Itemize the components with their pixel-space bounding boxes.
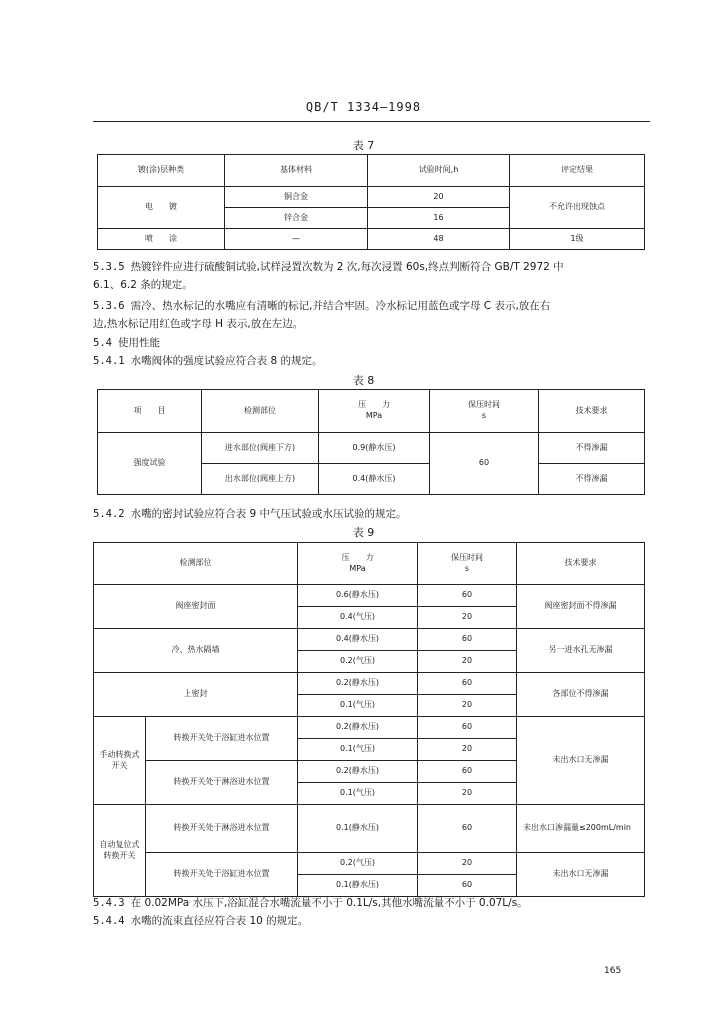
clause-number: 5.4 <box>93 337 112 349</box>
clause-number: 5.4.4 <box>93 915 125 927</box>
table9-auto-pressure-3: 0.1(静水压) <box>298 875 418 897</box>
table7-zinc-alloy: 锌合金 <box>225 208 368 229</box>
table9-upper-pressure-2: 0.1(气压) <box>298 695 418 717</box>
table7-plating-result: 不允许出现蚀点 <box>510 187 645 229</box>
paragraph-5-4-4 <box>93 912 653 930</box>
table9-seat-seal: 阀座密封面 <box>94 585 298 629</box>
clause-number: 5.3.6 <box>93 300 125 312</box>
table9-auto-time-3: 60 <box>418 875 517 897</box>
standard-number-header: QB/T 1334—1998 <box>305 100 422 114</box>
table8-outlet-requirement: 不得渗漏 <box>539 464 645 495</box>
table9-seat-time-2: 20 <box>418 607 517 629</box>
table9-manual-position-2: 转换开关处于淋浴进水位置 <box>146 761 298 805</box>
table9-upper-requirement: 各部位不得渗漏 <box>517 673 645 717</box>
header-rule <box>93 121 650 122</box>
table9-manual-pressure-2: 0.1(气压) <box>298 739 418 761</box>
table8-inlet-requirement: 不得渗漏 <box>539 433 645 464</box>
paragraph-5-4-3 <box>93 894 653 912</box>
table9-partition-time-2: 20 <box>418 651 517 673</box>
clause-number: 5.4.3 <box>93 897 125 909</box>
table9-seat-pressure-2: 0.4(气压) <box>298 607 418 629</box>
paragraph-text: 热镀锌件应进行硫酸铜试验,试样浸置次数为 2 次,每次浸置 60s,终点判断符合 GB/T 2972 中 <box>130 261 564 273</box>
paragraph-5-3-6 <box>93 297 653 315</box>
table7-header-coating: 镀(涂)层种类 <box>98 155 225 187</box>
table9-partition-requirement: 另一进水孔无渗漏 <box>517 629 645 673</box>
table9-upper-seal: 上密封 <box>94 673 298 717</box>
table9 <box>93 542 645 897</box>
paragraph-text: 水嘴的流束直径应符合表 10 的规定。 <box>130 915 309 927</box>
table9-manual-position-1: 转换开关处于浴缸进水位置 <box>146 717 298 761</box>
table8-time: 60 <box>430 433 539 495</box>
table9-seat-requirement: 阀座密封面不得渗漏 <box>517 585 645 629</box>
paragraph-5-4-1 <box>93 352 653 370</box>
table7-spray-label: 喷 涂 <box>98 229 225 250</box>
table8-header-time <box>430 390 539 433</box>
table9-auto-requirement-2: 未出水口无渗漏 <box>517 853 645 897</box>
time-label: 保压时间 <box>451 552 483 562</box>
paragraph-text: 需冷、热水标记的水嘴应有清晰的标记,并结合牢固。冷水标记用蓝色或字母 C 表示,放在右 <box>130 300 551 312</box>
table9-header-pressure <box>298 543 418 585</box>
table9-manual-time-2: 20 <box>418 739 517 761</box>
table9-partition-time-1: 60 <box>418 629 517 651</box>
table9-manual-pressure-4: 0.1(气压) <box>298 783 418 805</box>
table7-caption: 表 7 <box>352 139 375 152</box>
table9-upper-pressure-1: 0.2(静水压) <box>298 673 418 695</box>
pressure-label: 压 力 <box>341 552 374 562</box>
table9-auto-switch: 自动复位式转换开关 <box>94 805 146 897</box>
clause-number: 5.4.1 <box>93 355 125 367</box>
paragraph-5-3-5 <box>93 258 653 276</box>
paragraph-text: 边,热水标记用红色或字母 H 表示,放在左边。 <box>93 318 304 330</box>
time-unit: s <box>464 563 470 573</box>
table7-spray-hours: 48 <box>368 229 510 250</box>
table9-auto-position-1: 转换开关处于淋浴进水位置 <box>146 805 298 853</box>
table8-outlet-part: 出水部位(阀座上方) <box>202 464 319 495</box>
paragraph-text: 水嘴的密封试验应符合表 9 中气压试验或水压试验的规定。 <box>130 508 407 520</box>
table8-caption: 表 8 <box>352 374 375 387</box>
table9-seat-pressure-1: 0.6(静水压) <box>298 585 418 607</box>
table8 <box>97 389 645 495</box>
table7-zinc-hours: 16 <box>368 208 510 229</box>
table9-partition: 冷、热水隔墙 <box>94 629 298 673</box>
table9-auto-requirement-1: 未出水口渗漏量≤200mL/min <box>517 805 645 853</box>
table8-header-part: 检测部位 <box>202 390 319 433</box>
time-unit: s <box>481 411 487 420</box>
table9-upper-time-2: 20 <box>418 695 517 717</box>
pressure-label: 压 力 <box>358 400 390 410</box>
table9-header-requirement: 技术要求 <box>517 543 645 585</box>
pressure-unit: MPa <box>349 563 366 573</box>
table9-caption: 表 9 <box>352 526 375 539</box>
table9-manual-pressure-1: 0.2(静水压) <box>298 717 418 739</box>
table9-auto-pressure-2: 0.2(气压) <box>298 853 418 875</box>
table7-header-result: 评定结果 <box>510 155 645 187</box>
table9-upper-time-1: 60 <box>418 673 517 695</box>
table8-inlet-part: 进水部位(阀座下方) <box>202 433 319 464</box>
table8-outlet-pressure: 0.4(静水压) <box>319 464 430 495</box>
table9-manual-time-1: 60 <box>418 717 517 739</box>
clause-number: 5.4.2 <box>93 508 125 520</box>
table7-copper-alloy: 铜合金 <box>225 187 368 208</box>
table8-header-item: 项 目 <box>98 390 202 433</box>
section-heading: 使用性能 <box>117 337 160 349</box>
table9-partition-pressure-2: 0.2(气压) <box>298 651 418 673</box>
paragraph-5-3-5-cont <box>93 276 653 294</box>
table7-header-substrate: 基体材料 <box>225 155 368 187</box>
table7-plating-label: 电 镀 <box>98 187 225 229</box>
clause-number: 5.3.5 <box>93 261 125 273</box>
table9-manual-time-3: 60 <box>418 761 517 783</box>
table7-header-test-time: 试验时间,h <box>368 155 510 187</box>
table8-header-pressure <box>319 390 430 433</box>
paragraph-5-4-2 <box>93 505 653 523</box>
table9-auto-pressure-1: 0.1(静水压) <box>298 805 418 853</box>
paragraph-5-3-6-cont <box>93 315 653 333</box>
section-5-4 <box>93 334 653 352</box>
table9-manual-pressure-3: 0.2(静水压) <box>298 761 418 783</box>
table7-spray-material: — <box>225 229 368 250</box>
table8-inlet-pressure: 0.9(静水压) <box>319 433 430 464</box>
table7-copper-hours: 20 <box>368 187 510 208</box>
table9-seat-time-1: 60 <box>418 585 517 607</box>
table9-manual-switch: 手动转换式开关 <box>94 717 146 805</box>
paragraph-text: 6.1、6.2 条的规定。 <box>93 279 193 291</box>
table9-manual-time-4: 20 <box>418 783 517 805</box>
table9-auto-time-2: 20 <box>418 853 517 875</box>
table7 <box>97 154 645 250</box>
pressure-unit: MPa <box>365 411 383 420</box>
table9-header-time <box>418 543 517 585</box>
paragraph-text: 水嘴阀体的强度试验应符合表 8 的规定。 <box>130 355 323 367</box>
paragraph-text: 在 0.02MPa 水压下,浴缸混合水嘴流量不小于 0.1L/s,其他水嘴流量不小于 0.07L/s。 <box>130 897 528 909</box>
table9-partition-pressure-1: 0.4(静水压) <box>298 629 418 651</box>
table8-item: 强度试验 <box>98 433 202 495</box>
table8-header-requirement: 技术要求 <box>539 390 645 433</box>
table9-auto-time-1: 60 <box>418 805 517 853</box>
table9-manual-requirement: 未出水口无渗漏 <box>517 717 645 805</box>
time-label: 保压时间 <box>468 400 500 410</box>
page-number: 165 <box>604 966 622 976</box>
table7-spray-result: 1级 <box>510 229 645 250</box>
table9-header-part: 检测部位 <box>94 543 298 585</box>
table9-auto-position-2: 转换开关处于浴缸进水位置 <box>146 853 298 897</box>
